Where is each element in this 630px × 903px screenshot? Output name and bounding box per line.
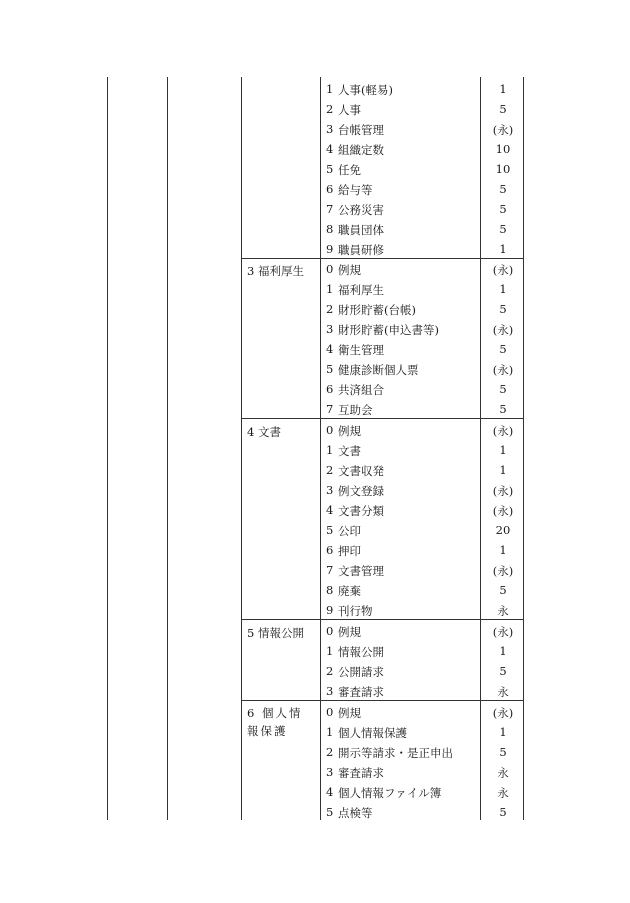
item-number: 2 xyxy=(326,745,334,759)
item-label: 共済組合 xyxy=(338,383,384,397)
table-row xyxy=(322,520,522,540)
group-label: 6 個人情報保護 xyxy=(247,706,303,738)
item-number: 4 xyxy=(326,785,334,799)
item-label: 文書収発 xyxy=(338,464,384,478)
item-label: 財形貯蓄(申込書等) xyxy=(338,323,439,337)
item-number: 3 xyxy=(326,483,334,497)
item-number: 9 xyxy=(326,242,334,256)
item-number: 7 xyxy=(326,202,334,216)
column-rule-3 xyxy=(241,77,242,820)
retention-period: 10 xyxy=(495,142,511,156)
item-label: 例規 xyxy=(338,424,361,438)
retention-period: (永) xyxy=(492,706,514,720)
table-row xyxy=(322,119,522,139)
item-label: 衛生管理 xyxy=(338,343,384,357)
retention-period: 1 xyxy=(499,463,507,477)
item-label: 文書分類 xyxy=(338,504,384,518)
item-label: 押印 xyxy=(338,544,361,558)
table-row xyxy=(322,600,522,620)
item-number: 1 xyxy=(326,82,334,96)
item-label: 公開請求 xyxy=(338,665,384,679)
table-row xyxy=(322,239,522,259)
table-row xyxy=(322,580,522,600)
item-label: 公務災害 xyxy=(338,203,384,217)
retention-period: (永) xyxy=(492,564,514,578)
retention-period: (永) xyxy=(492,484,514,498)
retention-period: (永) xyxy=(492,363,514,377)
column-rule-2 xyxy=(167,77,168,820)
item-number: 0 xyxy=(326,705,334,719)
retention-period: 5 xyxy=(499,382,507,396)
retention-period: 5 xyxy=(499,583,507,597)
item-number: 1 xyxy=(326,443,334,457)
table-row xyxy=(322,742,522,762)
item-label: 例文登録 xyxy=(338,484,384,498)
table-row xyxy=(322,661,522,681)
retention-period: (永) xyxy=(492,323,514,337)
item-number: 9 xyxy=(326,603,334,617)
table-row xyxy=(322,159,522,179)
item-label: 給与等 xyxy=(338,183,373,197)
item-label: 職員研修 xyxy=(338,243,384,257)
retention-period: 永 xyxy=(497,766,509,780)
item-number: 6 xyxy=(326,543,334,557)
retention-period: 永 xyxy=(497,685,509,699)
item-label: 台帳管理 xyxy=(338,123,384,137)
table-row xyxy=(322,219,522,239)
retention-period: 5 xyxy=(499,222,507,236)
retention-period: 5 xyxy=(499,664,507,678)
item-number: 3 xyxy=(326,765,334,779)
item-label: 職員団体 xyxy=(338,223,384,237)
retention-period: 5 xyxy=(499,202,507,216)
retention-period: 10 xyxy=(495,162,511,176)
item-number: 7 xyxy=(326,563,334,577)
item-number: 2 xyxy=(326,302,334,316)
table-row xyxy=(322,681,522,701)
retention-period: 永 xyxy=(497,604,509,618)
retention-period: 5 xyxy=(499,342,507,356)
table-row xyxy=(322,99,522,119)
item-number: 1 xyxy=(326,282,334,296)
table-row xyxy=(322,500,522,520)
table-row xyxy=(322,480,522,500)
group-label: 5 情報公開 xyxy=(247,626,304,640)
group-label: 4 文書 xyxy=(247,425,281,439)
item-label: 任免 xyxy=(338,163,361,177)
table-row xyxy=(322,540,522,560)
item-number: 2 xyxy=(326,664,334,678)
item-number: 6 xyxy=(326,382,334,396)
retention-period: (永) xyxy=(492,123,514,137)
item-number: 5 xyxy=(326,805,334,819)
table-row xyxy=(322,621,522,641)
retention-period: (永) xyxy=(492,625,514,639)
item-number: 2 xyxy=(326,463,334,477)
retention-period: 永 xyxy=(497,786,509,800)
retention-period: 1 xyxy=(499,543,507,557)
table-row xyxy=(322,199,522,219)
table-row xyxy=(322,722,522,742)
table-row xyxy=(322,139,522,159)
item-label: 人事(軽易) xyxy=(338,83,393,97)
table-row xyxy=(322,359,522,379)
table-row xyxy=(322,702,522,722)
item-number: 1 xyxy=(326,725,334,739)
item-label: 人事 xyxy=(338,103,361,117)
item-number: 5 xyxy=(326,523,334,537)
item-number: 3 xyxy=(326,322,334,336)
item-number: 0 xyxy=(326,262,334,276)
item-label: 開示等請求・是正申出 xyxy=(338,746,453,760)
item-label: 審査請求 xyxy=(338,685,384,699)
table-row xyxy=(322,440,522,460)
table-row xyxy=(322,319,522,339)
item-label: 例規 xyxy=(338,706,361,720)
item-label: 財形貯蓄(台帳) xyxy=(338,303,416,317)
item-number: 8 xyxy=(326,583,334,597)
table-row xyxy=(322,379,522,399)
group-label: 3 福利厚生 xyxy=(247,264,304,278)
column-rule-4 xyxy=(320,77,321,820)
retention-period: (永) xyxy=(492,504,514,518)
item-number: 4 xyxy=(326,342,334,356)
item-label: 個人情報保護 xyxy=(338,726,407,740)
table-row xyxy=(322,560,522,580)
table-row xyxy=(322,460,522,480)
item-number: 3 xyxy=(326,684,334,698)
item-label: 情報公開 xyxy=(338,645,384,659)
column-rule-1 xyxy=(107,77,108,820)
retention-period: 1 xyxy=(499,443,507,457)
item-number: 8 xyxy=(326,222,334,236)
table-row xyxy=(322,259,522,279)
item-number: 5 xyxy=(326,362,334,376)
item-number: 4 xyxy=(326,142,334,156)
table-row xyxy=(322,399,522,419)
item-label: 組織定数 xyxy=(338,143,384,157)
item-label: 刊行物 xyxy=(338,604,373,618)
table-row xyxy=(322,802,522,822)
item-number: 3 xyxy=(326,122,334,136)
item-number: 2 xyxy=(326,102,334,116)
item-label: 例規 xyxy=(338,263,361,277)
retention-period: 5 xyxy=(499,745,507,759)
retention-period: 5 xyxy=(499,402,507,416)
retention-period: 5 xyxy=(499,182,507,196)
retention-period: 5 xyxy=(499,805,507,819)
retention-period: (永) xyxy=(492,263,514,277)
table-row xyxy=(322,420,522,440)
item-label: 健康診断個人票 xyxy=(338,363,419,377)
item-label: 点検等 xyxy=(338,806,373,820)
table-row xyxy=(322,762,522,782)
item-label: 文書 xyxy=(338,444,361,458)
item-number: 5 xyxy=(326,162,334,176)
item-label: 互助会 xyxy=(338,403,373,417)
retention-period: 1 xyxy=(499,82,507,96)
retention-period: (永) xyxy=(492,424,514,438)
table-row xyxy=(322,299,522,319)
item-number: 6 xyxy=(326,182,334,196)
item-label: 文書管理 xyxy=(338,564,384,578)
item-number: 1 xyxy=(326,644,334,658)
retention-period: 5 xyxy=(499,102,507,116)
table-row xyxy=(322,782,522,802)
retention-period: 5 xyxy=(499,302,507,316)
table-row xyxy=(322,79,522,99)
table-row xyxy=(322,339,522,359)
table-row xyxy=(322,179,522,199)
table-row xyxy=(322,641,522,661)
retention-period: 20 xyxy=(495,523,511,537)
item-label: 廃棄 xyxy=(338,584,361,598)
retention-period: 1 xyxy=(499,644,507,658)
item-number: 7 xyxy=(326,402,334,416)
item-number: 0 xyxy=(326,423,334,437)
retention-period: 1 xyxy=(499,242,507,256)
item-label: 審査請求 xyxy=(338,766,384,780)
item-label: 例規 xyxy=(338,625,361,639)
retention-period: 1 xyxy=(499,725,507,739)
item-label: 福利厚生 xyxy=(338,283,384,297)
item-label: 個人情報ファイル簿 xyxy=(338,786,442,800)
item-label: 公印 xyxy=(338,524,361,538)
item-number: 0 xyxy=(326,624,334,638)
item-number: 4 xyxy=(326,503,334,517)
retention-period: 1 xyxy=(499,282,507,296)
table-row xyxy=(322,279,522,299)
